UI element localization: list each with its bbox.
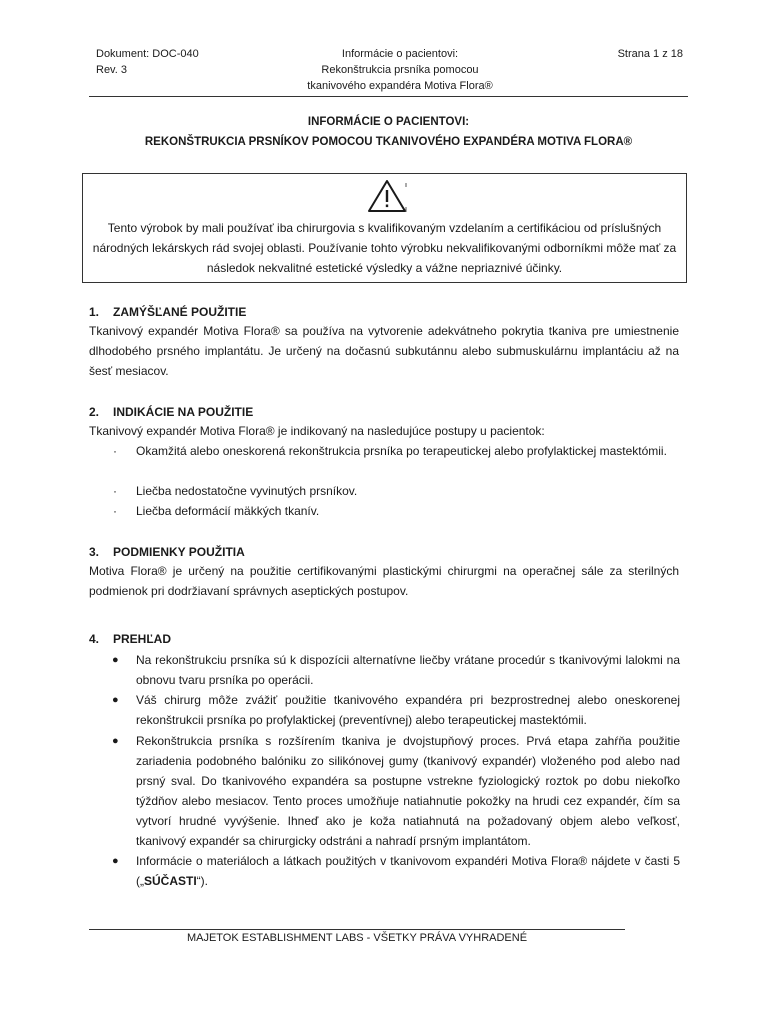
warning-text: Tento výrobok by mali používať iba chirurgovia s kvalifikovaným vzdelaním a certifikáciou od príslušných národných lekárskych rád svojej oblasti. Používanie tohto výrobku nekvalifikovanými odborníkmi môže mať za následok nekvalitné estetické výsledky a vážne nepriaznivé účinky.	[92, 221, 677, 275]
footer-text: MAJETOK ESTABLISHMENT LABS - VŠETKY PRÁVA VYHRADENÉ	[186, 932, 528, 944]
section-title: INDIKÁCIE NA POUŽITIE	[113, 405, 254, 419]
list-marker: ·	[113, 444, 117, 458]
footer-divider	[89, 929, 625, 930]
page-title-line2: REKONŠTRUKCIA PRSNÍKOV POMOCOU TKANIVOVÉHO EXPANDÉRA MOTIVA FLORA®	[144, 136, 633, 148]
warning-triangle-icon	[367, 179, 407, 213]
header-title-line1: Informácie o pacientovi:	[341, 48, 459, 60]
list-item	[136, 851, 680, 891]
page-number: Strana 1 z 18	[617, 48, 683, 60]
header-title-line3: tkanivového expandéra Motiva Flora®	[307, 80, 493, 92]
section-2-intro: Tkanivový expandér Motiva Flora® je indikovaný na nasledujúce postupy u pacientok:	[89, 424, 545, 438]
section-number: 2.	[89, 405, 100, 419]
section-reference: SÚČASTI	[144, 874, 197, 888]
warning-box	[82, 173, 687, 283]
bullet-icon: ●	[112, 694, 119, 706]
list-item: Liečba nedostatočne vyvinutých prsníkov.	[136, 484, 358, 498]
bullet-icon: ●	[112, 735, 119, 747]
header-divider	[89, 96, 688, 97]
section-number: 3.	[89, 545, 100, 559]
list-item-text-end: “).	[196, 874, 208, 888]
section-number: 1.	[89, 305, 100, 319]
list-item: Okamžitá alebo oneskorená rekonštrukcia prsníka po terapeutickej alebo profylaktickej mastektómii.	[136, 444, 667, 458]
list-item: Na rekonštrukciu prsníka sú k dispozícii alternatívne liečby vrátane procedúr s tkanivovými lalokmi na obnovu tvaru prsníka po operácii.	[136, 653, 680, 687]
section-1-text: Tkanivový expandér Motiva Flora® sa používa na vytvorenie adekvátneho pokrytia tkaniva pre umiestnenie dlhodobého prsného implantátu. Je určený na dočasnú subkutánnu alebo submuskulárnu implantáciu až na šesť mesiacov.	[89, 324, 679, 378]
header-left	[96, 46, 199, 78]
section-1-heading	[89, 305, 246, 319]
section-2-heading	[89, 405, 253, 419]
header-title-line2: Rekonštrukcia prsníka pomocou	[321, 64, 479, 76]
list-item-text: Informácie o materiáloch a látkach použitých v tkanivovom expandéri Motiva Flora® nájdete v časti 5 („	[136, 854, 680, 888]
section-title: PODMIENKY POUŽITIA	[113, 545, 245, 559]
section-4-heading	[89, 632, 171, 646]
section-number: 4.	[89, 632, 100, 646]
header-center	[250, 46, 550, 94]
list-marker: ·	[113, 484, 117, 498]
document-id: Dokument: DOC-040	[96, 48, 199, 60]
list-marker: ·	[113, 504, 117, 518]
list-item: Váš chirurg môže zvážiť použitie tkanivového expandéra pri bezprostrednej alebo oneskorenej rekonštrukcii prsníka po profylaktickej (preventívnej) alebo terapeutickej mastektómii.	[136, 693, 680, 727]
section-3-heading	[89, 545, 245, 559]
section-3-text: Motiva Flora® je určený na použitie certifikovanými plastickými chirurgmi na operačnej sále za sterilných podmienok pri dodržiavaní správnych aseptických postupov.	[89, 564, 679, 598]
list-item: Rekonštrukcia prsníka s rozšírením tkaniva je dvojstupňový proces. Prvá etapa zahŕňa použitie zariadenia podobného balóniku zo silikónovej gumy (tkanivový expandér) vloženého pod alebo nad prsný sval. Do tkanivového expandéra sa postupne vstrekne fyziologický roztok po dobu niekoľko týždňov alebo mesiacov. Tento proces umožňuje natiahnutie pokožky na hrudi cez expandér, čím sa vytvorí hrudné vyvýšenie. Ihneď ako je koža natiahnutá na požadovaný objem alebo veľkosť, tkanivový expandér sa chirurgicky odstráni a nahradí prsným implantátom.	[136, 734, 680, 848]
bullet-icon: ●	[112, 654, 119, 666]
page-title-line1: INFORMÁCIE O PACIENTOVI:	[307, 116, 470, 128]
section-title: ZAMÝŠĽANÉ POUŽITIE	[113, 305, 247, 319]
revision: Rev. 3	[96, 64, 127, 76]
list-item: Liečba deformácií mäkkých tkanív.	[136, 504, 320, 518]
section-title: PREHĽAD	[113, 632, 172, 646]
bullet-icon: ●	[112, 855, 119, 867]
